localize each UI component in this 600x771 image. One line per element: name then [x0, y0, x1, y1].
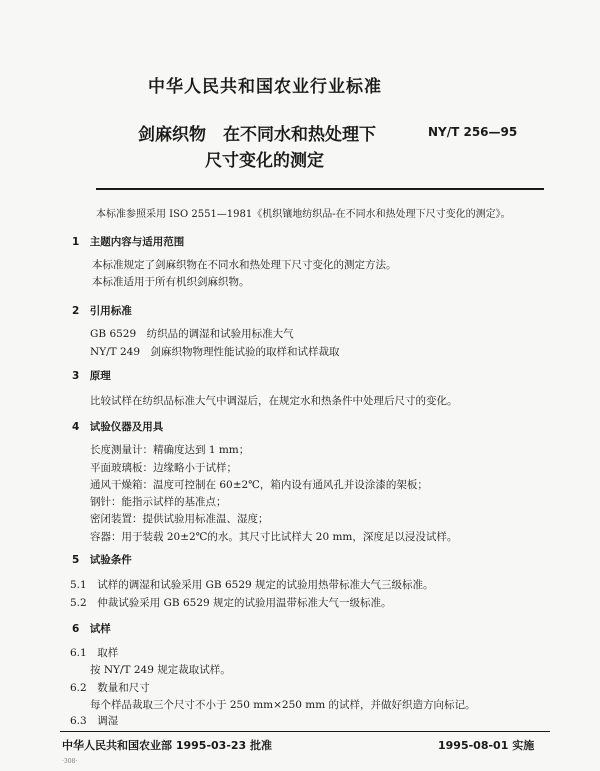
section-1-line: 本标准适用于所有机织剑麻织物。 — [92, 276, 250, 288]
section-6-1-line: 按 NY/T 249 规定裁取试样。 — [90, 664, 231, 676]
section-6-2-heading: 6.2 数量和尺寸 — [70, 682, 150, 694]
implementation-date: 1995-08-01 实施 — [438, 739, 535, 752]
approval-line: 中华人民共和国农业部 1995-03-23 批准 — [62, 739, 273, 752]
section-4-line: 平面玻璃板：边缘略小于试样； — [90, 462, 237, 474]
section-4-line: 钢针：能指示试样的基准点； — [90, 496, 227, 508]
section-4-line: 容器：用于装载 20±2℃的水。其尺寸比试样大 20 mm，深度足以浸没试样。 — [90, 531, 458, 543]
intro-text: 本标准参照采用 ISO 2551—1981《机织镶地纺织品-在不同水和热处理下尺寸变化的测定》。 — [96, 209, 511, 220]
section-4-heading: 4 试验仪器及用具 — [72, 421, 164, 433]
section-2-heading: 2 引用标准 — [72, 305, 132, 317]
section-5-heading: 5 试验条件 — [72, 554, 132, 566]
section-6-3-heading: 6.3 调湿 — [70, 715, 119, 727]
section-1-line: 本标准规定了剑麻织物在不同水和热处理下尺寸变化的测定方法。 — [92, 259, 397, 271]
standard-code: NY/T 256—95 — [428, 125, 518, 139]
footer-rule — [60, 731, 550, 732]
section-3-heading: 3 原理 — [72, 370, 111, 382]
header-rule — [96, 188, 544, 190]
section-4-line: 通风干燥箱：温度可控制在 60±2℃，箱内设有通风孔并设涂漆的架板； — [90, 479, 428, 491]
section-4-line: 密闭装置：提供试验用标准温、湿度； — [90, 513, 269, 525]
document-title-line2: 尺寸变化的测定 — [205, 151, 324, 171]
section-6-2-line: 每个样品裁取三个尺寸不小于 250 mm×250 mm 的试样，并做好织造方向标记。 — [90, 699, 476, 711]
section-1-heading: 1 主题内容与适用范围 — [72, 236, 185, 248]
section-6-heading: 6 试样 — [72, 623, 111, 635]
page-number: ·308· — [62, 758, 78, 765]
section-5-line: 5.2 仲裁试验采用 GB 6529 规定的试验用温带标准大气一级标准。 — [70, 597, 392, 609]
section-5-line: 5.1 试样的调湿和试验采用 GB 6529 规定的试验用热带标准大气三级标准。 — [70, 579, 434, 591]
standard-org-title: 中华人民共和国农业行业标准 — [148, 77, 382, 97]
section-4-line: 长度测量计：精确度达到 1 mm； — [90, 444, 250, 456]
section-6-1-heading: 6.1 取样 — [70, 647, 119, 659]
section-2-line: NY/T 249 剑麻织物物理性能试验的取样和试样裁取 — [90, 346, 340, 358]
section-3-line: 比较试样在纺织品标准大气中调湿后，在规定水和热条件中处理后尺寸的变化。 — [90, 395, 458, 407]
document-title-line1: 剑麻织物 在不同水和热处理下 — [138, 125, 376, 145]
section-2-line: GB 6529 纺织品的调湿和试验用标准大气 — [90, 328, 294, 340]
